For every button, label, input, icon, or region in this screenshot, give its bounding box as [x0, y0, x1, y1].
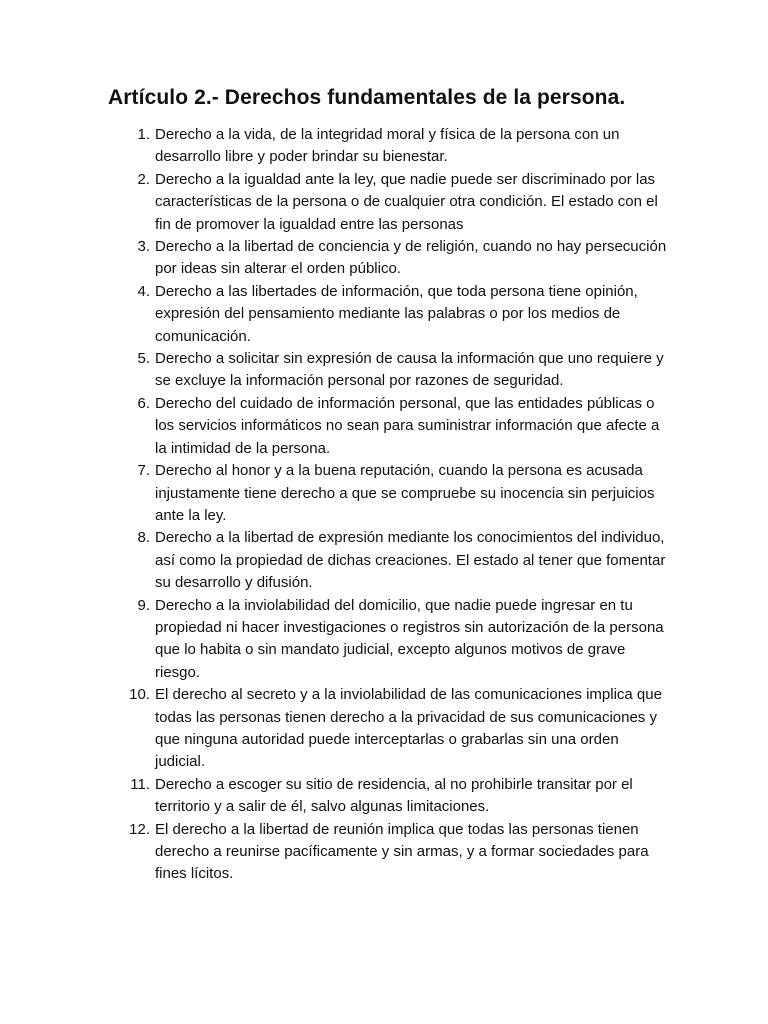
document-title: Artículo 2.- Derechos fundamentales de la persona. — [108, 86, 626, 109]
list-item — [108, 527, 668, 594]
list-item-number: 8. — [137, 529, 150, 547]
list-item-number: 1. — [137, 126, 150, 143]
list-item — [108, 393, 668, 460]
list-item-text: Derecho a la vida, de la integridad moral y física de la persona con un desarrollo libre y poder brindar su bienestar. — [155, 126, 620, 166]
list-item-number: 11. — [130, 775, 150, 793]
list-item-number: 6. — [137, 394, 150, 412]
list-item — [108, 774, 668, 819]
list-item-text: Derecho a la libertad de expresión mediante los conocimientos del individuo, así como la propiedad de dichas creaciones. El estado al tener que fomentar su desarrollo y difusión. — [155, 529, 666, 592]
list-item-text: El derecho a la libertad de reunión implica que todas las personas tienen derecho a reunirse pacíficamente y sin armas, y a formar sociedades para fines lícitos. — [155, 820, 649, 883]
list-item — [108, 460, 668, 527]
list-item-text: Derecho al honor y a la buena reputación, cuando la persona es acusada injustamente tiene derecho a que se compruebe su inocencia sin perjuicios ante la ley. — [155, 462, 655, 524]
list-item — [108, 684, 668, 774]
list-item-number: 2. — [137, 170, 150, 188]
list-item-text: Derecho a las libertades de información, que toda persona tiene opinión, expresión del pensamiento mediante las palabras o por los medios de comunicación. — [155, 282, 638, 345]
list-item — [108, 281, 668, 348]
list-item-text: Derecho del cuidado de información personal, que las entidades públicas o los servicios informáticos no sean para suministrar información que afecte a la intimidad de la persona. — [155, 394, 660, 457]
rights-list — [108, 124, 668, 886]
list-item-number: 10. — [129, 686, 150, 704]
list-item-text: Derecho a solicitar sin expresión de causa la información que uno requiere y se excluye la información personal por razones de seguridad. — [155, 350, 664, 390]
list-item-number: 9. — [137, 596, 150, 614]
list-item — [108, 236, 668, 281]
list-item-text: Derecho a la libertad de conciencia y de religión, cuando no hay persecución por ideas sin alterar el orden público. — [155, 238, 667, 278]
list-item-number: 4. — [137, 282, 150, 300]
list-item — [108, 124, 668, 169]
list-item-number: 7. — [137, 462, 150, 480]
list-item-text: Derecho a la inviolabilidad del domicilio, que nadie puede ingresar en tu propiedad ni hacer investigaciones o registros sin autorización de la persona que lo habita o sin mandato judicial, excepto algunos motivos de grave riesgo. — [155, 596, 664, 681]
list-item — [108, 169, 668, 236]
list-item-number: 5. — [137, 350, 150, 368]
list-item-number: 3. — [137, 238, 150, 256]
list-item-number: 12. — [129, 820, 150, 838]
list-item-text: Derecho a escoger su sitio de residencia, al no prohibirle transitar por el territorio y a salir de él, salvo algunas limitaciones. — [155, 775, 633, 816]
list-item — [108, 819, 668, 886]
list-item — [108, 595, 668, 685]
list-item — [108, 348, 668, 393]
list-item-text: El derecho al secreto y a la inviolabilidad de las comunicaciones implica que todas las personas tienen derecho a la privacidad de sus comunicaciones y que ninguna autoridad puede interceptarlas o grabarlas sin una orden judicial. — [155, 686, 662, 771]
list-item-text: Derecho a la igualdad ante la ley, que nadie puede ser discriminado por las características de la persona o de cualquier otra condición. El estado con el fin de promover la igualdad entre las personas — [155, 170, 658, 233]
